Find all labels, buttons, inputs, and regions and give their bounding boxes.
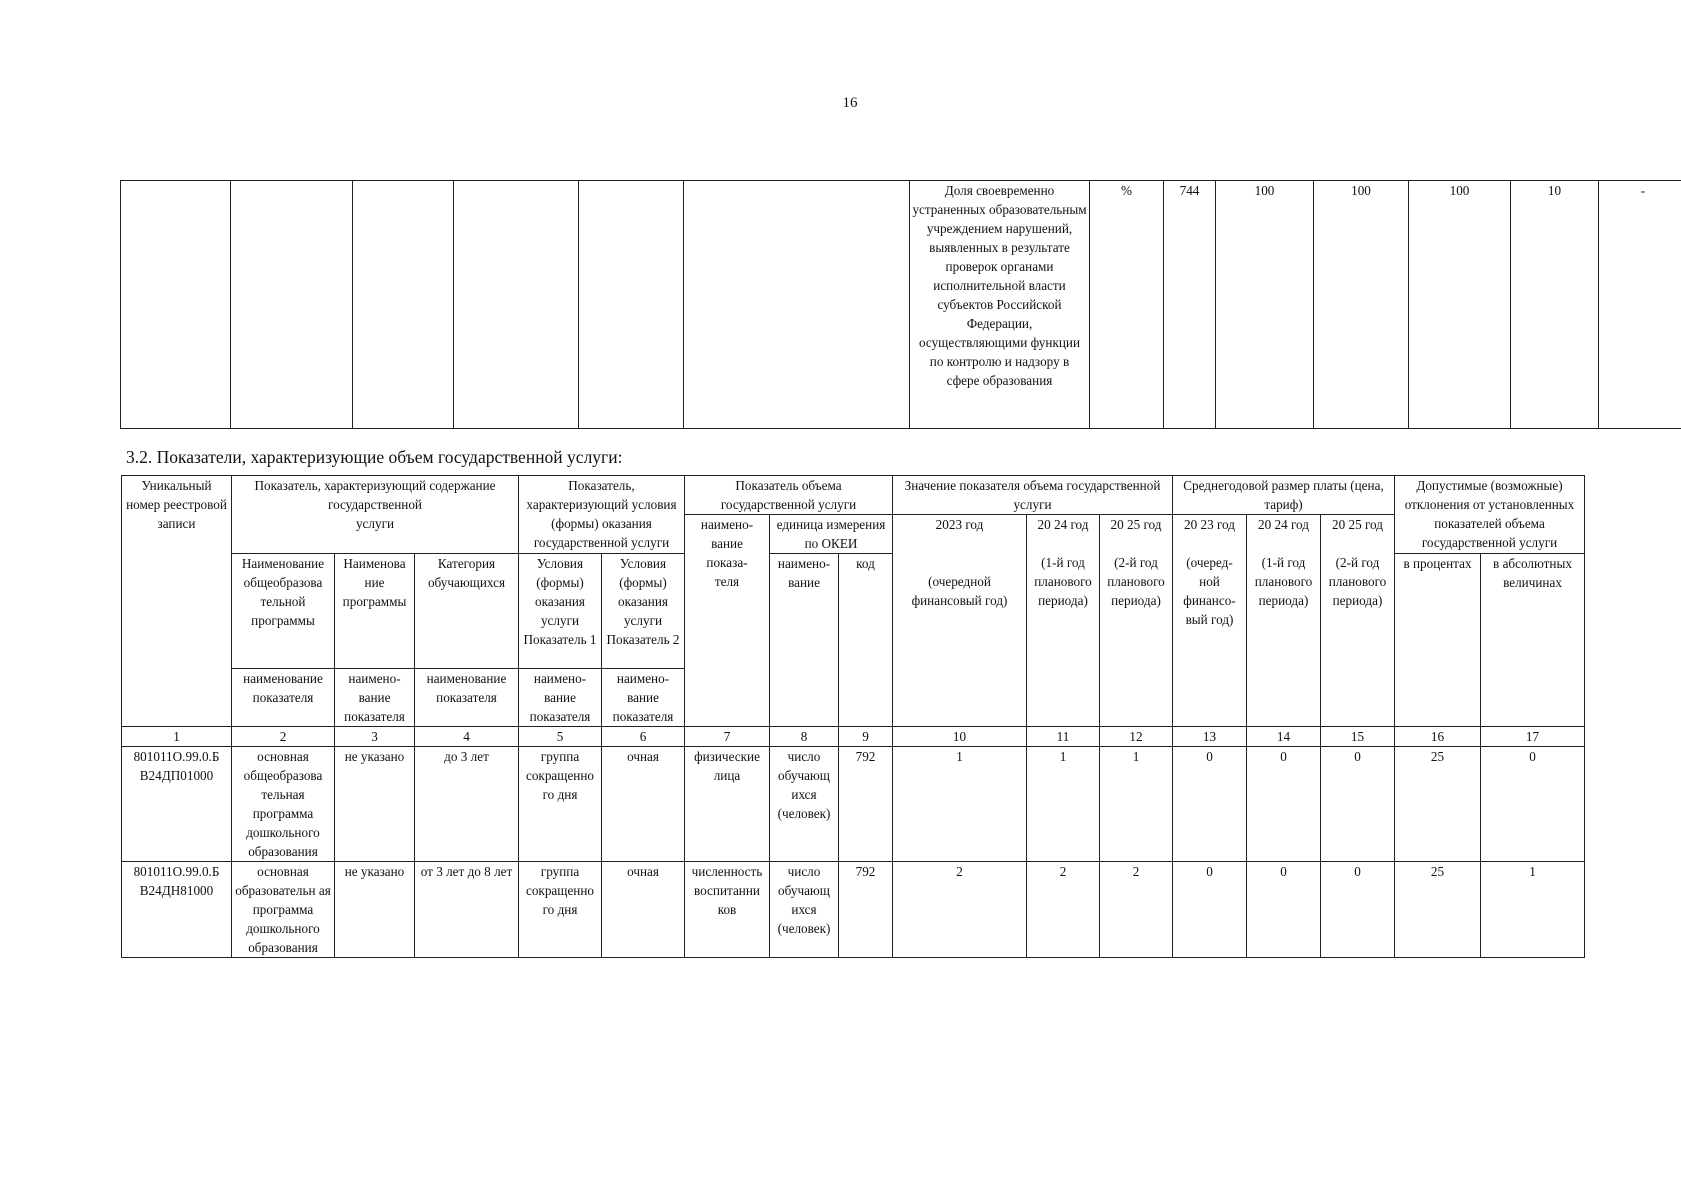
table-cell: 0 xyxy=(1247,747,1321,862)
header-deviation-absolute: в абсолютных величинах xyxy=(1481,554,1585,727)
header-fee-2025: 20 25 год (2-й год планового периода) xyxy=(1321,515,1395,727)
page-number: 16 xyxy=(842,95,858,111)
deviation-absolute-cell: - xyxy=(1599,181,1681,429)
value-2025-cell: 100 xyxy=(1409,181,1511,429)
table-cell: 1 xyxy=(1100,747,1173,862)
header-indicator-name: наименование показателя xyxy=(415,669,519,727)
header-condition-1: Условия (формы) оказания услуги Показатель 1 xyxy=(519,554,602,669)
okei-cell: 744 xyxy=(1164,181,1216,429)
table-cell: 1 xyxy=(1481,862,1585,958)
table-cell: группа сокращенно го дня xyxy=(519,747,602,862)
table-cell: от 3 лет до 8 лет xyxy=(415,862,519,958)
header-volume-indicator: Показатель объема государственной услуги xyxy=(685,476,893,515)
table-cell: 0 xyxy=(1321,747,1395,862)
header-indicator-name: наимено- вание показателя xyxy=(335,669,415,727)
table-cell: до 3 лет xyxy=(415,747,519,862)
header-indicator-name: наимено- вание показателя xyxy=(519,669,602,727)
indicator-name-cell: Доля своевременно устраненных образовательным учреждением нарушений, выявленных в результате проверок органами исполнительной власти субъектов Российской Федерации, осуществляющими функции по контролю и надзору в сфере образования xyxy=(910,181,1090,429)
table-cell: очная xyxy=(602,862,685,958)
header-year-2024: 20 24 год (1-й год планового периода) xyxy=(1027,515,1100,727)
column-number: 5 xyxy=(519,727,602,747)
column-number: 7 xyxy=(685,727,770,747)
deviation-percent-cell: 10 xyxy=(1511,181,1599,429)
table-row xyxy=(122,747,1585,862)
table-row xyxy=(121,181,1681,429)
value-2023-cell: 100 xyxy=(1216,181,1314,429)
table-cell xyxy=(684,181,910,429)
table-cell: не указано xyxy=(335,862,415,958)
table-cell: 792 xyxy=(839,747,893,862)
table-cell: 1 xyxy=(1027,747,1100,862)
header-volume-name: наимено- вание показа- теля xyxy=(685,515,770,727)
header-volume-value: Значение показателя объема государственной услуги xyxy=(893,476,1173,515)
header-unit-okei: единица измерения по ОКЕИ xyxy=(770,515,893,554)
header-unique-number: Уникальный номер реестровой записи xyxy=(122,476,232,727)
table-cell: 2 xyxy=(1027,862,1100,958)
volume-indicators-table xyxy=(121,475,1585,958)
table-cell xyxy=(579,181,684,429)
header-unit-name: наимено- вание xyxy=(770,554,839,727)
table-cell: группа сокращенно го дня xyxy=(519,862,602,958)
header-conditions-indicator: Показатель, характеризующий условия (формы) оказания государственной услуги xyxy=(519,476,685,554)
column-number: 2 xyxy=(232,727,335,747)
table-cell: основная общеобразова тельная программа дошкольного образования xyxy=(232,747,335,862)
header-category: Категория обучающихся xyxy=(415,554,519,669)
header-year-2023: 2023 год (очередной финансовый год) xyxy=(893,515,1027,727)
column-number: 8 xyxy=(770,727,839,747)
table-cell: очная xyxy=(602,747,685,862)
header-indicator-name: наимено- вание показателя xyxy=(602,669,685,727)
section-heading: 3.2. Показатели, характеризующие объем государственной услуги: xyxy=(126,447,623,467)
table-cell: 801011О.99.0.Б В24ДН81000 xyxy=(122,862,232,958)
column-number: 11 xyxy=(1027,727,1100,747)
header-condition-2: Условия (формы) оказания услуги Показатель 2 xyxy=(602,554,685,669)
column-number: 17 xyxy=(1481,727,1585,747)
table-row xyxy=(122,862,1585,958)
column-number: 1 xyxy=(122,727,232,747)
header-fee-2023: 20 23 год (очеред- ной финансо- вый год) xyxy=(1173,515,1247,727)
column-number: 16 xyxy=(1395,727,1481,747)
header-average-fee: Среднегодовой размер платы (цена, тариф) xyxy=(1173,476,1395,515)
column-number: 6 xyxy=(602,727,685,747)
table-cell: 1 xyxy=(893,747,1027,862)
table-cell: 25 xyxy=(1395,862,1481,958)
table-cell: физические лица xyxy=(685,747,770,862)
indicator-continuation-table xyxy=(120,180,1681,429)
column-number: 14 xyxy=(1247,727,1321,747)
table-cell: 0 xyxy=(1247,862,1321,958)
header-allowed-deviations: Допустимые (возможные) отклонения от установленных показателей объема государственной услуги xyxy=(1395,476,1585,554)
header-deviation-percent: в процентах xyxy=(1395,554,1481,727)
column-number: 3 xyxy=(335,727,415,747)
table-cell: основная образовательн ая программа дошкольного образования xyxy=(232,862,335,958)
table-cell: 0 xyxy=(1321,862,1395,958)
header-program: Наименова ние программы xyxy=(335,554,415,669)
header-unit-code: код xyxy=(839,554,893,727)
table-cell: 0 xyxy=(1173,862,1247,958)
value-2024-cell: 100 xyxy=(1314,181,1409,429)
unit-cell: % xyxy=(1090,181,1164,429)
column-number: 13 xyxy=(1173,727,1247,747)
header-indicator-name: наименование показателя xyxy=(232,669,335,727)
header-content-indicator: Показатель, характеризующий содержание государственной услуги xyxy=(232,476,519,554)
header-fee-2024: 20 24 год (1-й год планового периода) xyxy=(1247,515,1321,727)
column-number: 15 xyxy=(1321,727,1395,747)
table-cell: 0 xyxy=(1173,747,1247,862)
table-cell xyxy=(454,181,579,429)
column-number: 4 xyxy=(415,727,519,747)
column-number: 9 xyxy=(839,727,893,747)
header-year-2025: 20 25 год (2-й год планового периода) xyxy=(1100,515,1173,727)
table-cell: 801011О.99.0.Б В24ДП01000 xyxy=(122,747,232,862)
table-cell xyxy=(353,181,454,429)
table-cell: численность воспитанни ков xyxy=(685,862,770,958)
table-cell: число обучающ ихся (человек) xyxy=(770,862,839,958)
header-program-name: Наименование общеобразова тельной программы xyxy=(232,554,335,669)
table-cell: 792 xyxy=(839,862,893,958)
table-cell xyxy=(121,181,231,429)
table-cell: не указано xyxy=(335,747,415,862)
table-cell: 25 xyxy=(1395,747,1481,862)
table-cell: 2 xyxy=(893,862,1027,958)
table-cell: 2 xyxy=(1100,862,1173,958)
column-number: 10 xyxy=(893,727,1027,747)
table-cell xyxy=(231,181,353,429)
column-numbers-row xyxy=(122,727,1585,747)
table-cell: число обучающ ихся (человек) xyxy=(770,747,839,862)
table-cell: 0 xyxy=(1481,747,1585,862)
column-number: 12 xyxy=(1100,727,1173,747)
